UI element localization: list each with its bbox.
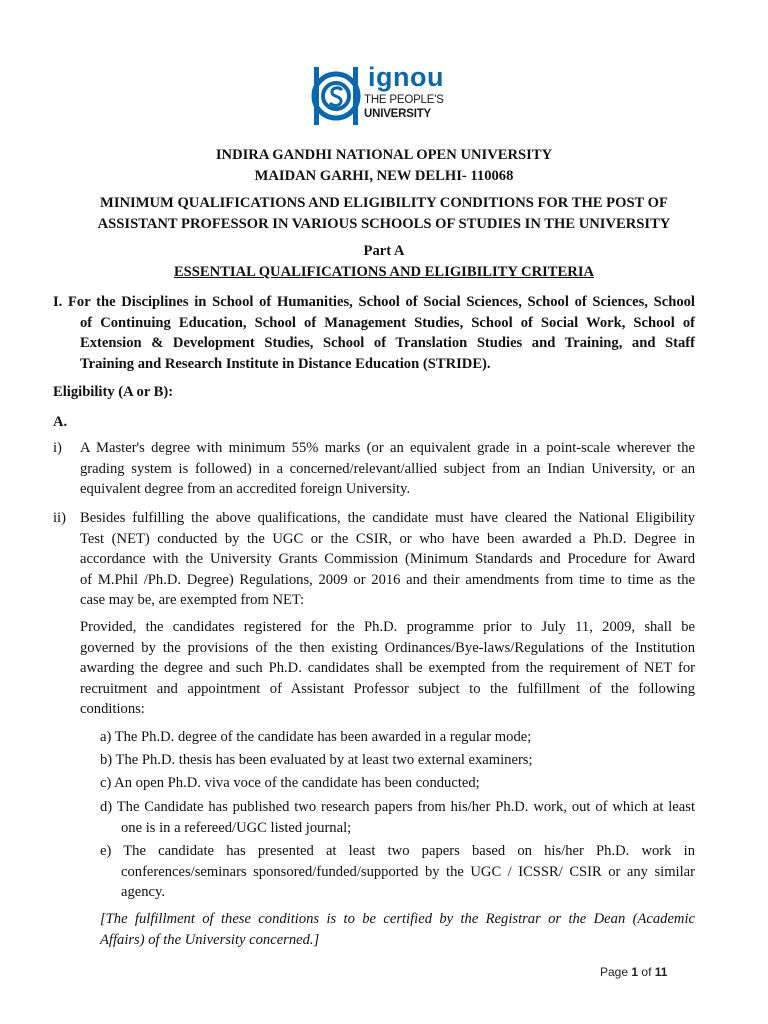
condition-line: agency. [121, 884, 166, 901]
proviso-paragraph [80, 617, 695, 720]
section-heading [40, 262, 728, 283]
condition-line: d) The Candidate has published two research papers from his/her Ph.D. work, out of which at least [100, 799, 695, 815]
condition-e [100, 841, 695, 903]
condition-d [100, 797, 695, 838]
page-word: Page [600, 965, 629, 979]
page-of: of [641, 965, 652, 979]
condition-line: one is in a refereed/UGC listed journal; [121, 819, 352, 836]
certification-note [100, 909, 695, 950]
item-i-line: A Master's degree with minimum 55% marks (or an equivalent grade in a point-scale wherever the [80, 440, 695, 456]
subsection-a-heading: A. [53, 414, 68, 430]
condition-line: e) The candidate has presented at least two papers based on his/her Ph.D. work in [100, 843, 695, 859]
item-ii-number: ii) [53, 510, 66, 526]
ignou-logo [304, 62, 464, 134]
proviso-line: conditions: [80, 701, 145, 718]
condition-line: a) The Ph.D. degree of the candidate has been awarded in a regular mode; [100, 729, 532, 745]
item-ii-line: Besides fulfilling the above qualifications, the candidate must have cleared the National Eligibility [80, 510, 695, 526]
item-i-number: i) [53, 440, 62, 456]
logo-wordmark: ignou [368, 62, 444, 92]
condition-a [100, 727, 695, 748]
part-heading: Part A [363, 243, 405, 259]
logo-tagline-1: THE PEOPLE'S [364, 94, 444, 106]
section-heading-text: ESSENTIAL QUALIFICATIONS AND ELIGIBILITY CRITERIA [173, 264, 595, 280]
item-ii-line: accordance with the University Grants Commission (Minimum Standards and Procedure for Award [80, 551, 695, 568]
section-i-heading [53, 292, 695, 374]
item-ii-line: of M.Phil /Ph.D. Degree) Regulations, 2009 or 2016 and their amendments from time to time as the [80, 571, 695, 588]
condition-b [100, 750, 695, 771]
page-current: 1 [631, 965, 639, 979]
item-ii-line: Test (NET) conducted by the UGC or the CSIR, or who have been awarded a Ph.D. Degree in [80, 530, 695, 547]
university-address: MAIDAN GARHI, NEW DELHI- 110068 [254, 168, 514, 184]
item-ii-line: case may be, are exempted from NET: [80, 592, 305, 609]
condition-line: c) An open Ph.D. viva voce of the candidate has been conducted; [100, 775, 480, 791]
item-i-line: grading system is followed) in a concerned/relevant/allied subject from an Indian University, or an [80, 460, 695, 477]
item-i-line: equivalent degree from an accredited foreign University. [80, 481, 411, 498]
item-i-text [80, 438, 695, 500]
item-ii-text [80, 508, 695, 611]
section-i-line: Training and Research Institute in Distance Education (STRIDE). [80, 355, 491, 372]
proviso-line: Provided, the candidates registered for the Ph.D. programme prior to July 11, 2009, shall be [80, 619, 695, 635]
note-line: Affairs) of the University concerned.] [100, 931, 320, 948]
condition-line: b) The Ph.D. thesis has been evaluated by at least two external examiners; [100, 752, 533, 768]
section-i-line: Extension & Development Studies, School of Translation Studies and Training, and Staff [80, 335, 695, 352]
proviso-line: governed by the provisions of the then existing Ordinances/Bye-laws/Regulations of the Institution [80, 639, 695, 656]
logo-tagline-2: UNIVERSITY [364, 108, 432, 120]
eligibility-heading: Eligibility (A or B): [53, 384, 174, 400]
section-i-line: I. For the Disciplines in School of Humanities, School of Social Sciences, School of Sciences, School [53, 294, 695, 310]
document-title-line-1: MINIMUM QUALIFICATIONS AND ELIGIBILITY CONDITIONS FOR THE POST OF [100, 195, 668, 211]
condition-line: conferences/seminars sponsored/funded/supported by the UGC / ICSSR/ CSIR or any similar [121, 863, 695, 880]
ignou-emblem-icon [304, 62, 366, 130]
document-title-line-2: ASSISTANT PROFESSOR IN VARIOUS SCHOOLS OF STUDIES IN THE UNIVERSITY [97, 216, 671, 232]
page-total: 11 [654, 965, 668, 979]
condition-c [100, 773, 695, 794]
note-line: [The fulfillment of these conditions is to be certified by the Registrar or the Dean (Academic [100, 911, 695, 927]
proviso-line: awarding the degree and such Ph.D. candidates shall be exempted from the requirement of NET for [80, 660, 695, 677]
university-name: INDIRA GANDHI NATIONAL OPEN UNIVERSITY [215, 147, 553, 163]
proviso-line: recruitment and appointment of Assistant Professor subject to the fulfillment of the following [80, 680, 695, 697]
page-number [600, 962, 680, 983]
section-i-line: of Continuing Education, School of Management Studies, School of Social Work, School of [80, 314, 695, 331]
